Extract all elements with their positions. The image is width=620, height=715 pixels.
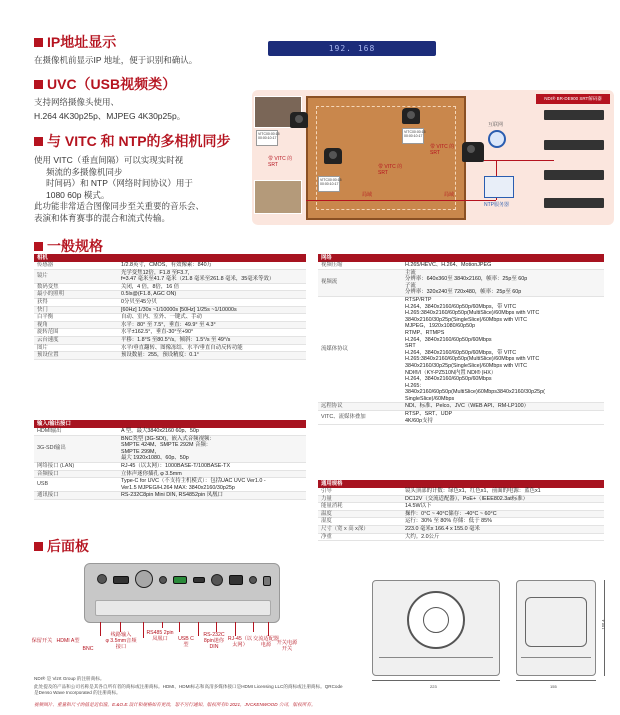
rear-label-hdmi: HDMI A型 — [56, 638, 80, 644]
footer-trademarks: 此处提及的产品和公司名称是其各自所有者的商标或注册商标。HDMI、HDMI标志和高清多媒体接口是HDMI Licensing LLC的商标或注册商标。QRCode是Denso Wave Incorporated 的注册商标。 — [34, 684, 343, 695]
spec-key: 旋转范围 — [34, 329, 118, 337]
table-row — [318, 262, 604, 269]
table-row — [318, 503, 604, 511]
rear-label-ac-adapter: 交流适配器电源 — [253, 636, 279, 648]
table-row — [318, 411, 604, 425]
spec-key: 净重 — [318, 533, 402, 541]
section-marker-icon — [34, 542, 43, 551]
rear-label-usb: USB C型 — [178, 636, 194, 648]
table-header — [34, 254, 306, 262]
spec-key: 视频压缩 — [318, 262, 402, 269]
spec-value: BNC类型 (3G-SDI)，嵌入式音频视频： SMPTE 424M、SMPTE 292M 音频： SMPTE 299M， 最大 1920x1080、60p、50p — [118, 435, 306, 462]
rear-panel-illustration — [84, 563, 280, 623]
side-body-drawing — [525, 597, 587, 647]
timecode-box: VITC00:00:15 00:00:10:17 — [402, 128, 424, 144]
table-row — [318, 525, 604, 533]
internet-label: 互联网 — [488, 122, 504, 128]
rear-section-title — [34, 538, 89, 554]
footer-trademark-ndi: NDI® 是 Vizrt Group 的注册商标。 — [34, 676, 105, 681]
spec-value: [60Hz] 1/30s ~1/10000s [50Hz] 1/25s ~1/10000s — [118, 306, 306, 314]
table-header — [318, 254, 604, 262]
ntp-server-icon — [484, 176, 514, 198]
table-row — [34, 262, 306, 269]
spec-value: A 型，最大3840x2160 60p、50p — [118, 428, 306, 435]
spec-key: 白平衡 — [34, 314, 118, 322]
rj45-port — [229, 575, 243, 585]
rear-label-rj45: RJ-45（以太网） — [227, 636, 253, 648]
spec-key: 远程协议 — [318, 403, 402, 411]
sync-diagram — [252, 90, 614, 225]
sync-title-text: 与 VITC 和 NTP的多相机同步 — [47, 133, 231, 149]
spec-value: RJ-45（以太网）：1000BASE-T/100BASE-TX — [118, 462, 306, 470]
rear-title-text: 后面板 — [47, 538, 89, 554]
ptz-camera-icon — [462, 142, 484, 162]
ptz-camera-icon — [324, 148, 342, 164]
front-view-drawing — [372, 580, 500, 676]
spec-key: VITC、流媒体叠加 — [318, 411, 402, 425]
table-row — [34, 321, 306, 329]
spec-value: 立体声迷你插孔 φ 3.5mm — [118, 470, 306, 478]
spec-value: 运行：30% 至 80% 存储：低于 85% — [402, 518, 604, 526]
spec-value: RS-232C8pin Mini DIN, RS4852pin 凤凰口 — [118, 492, 306, 500]
spec-key: 音频接口 — [34, 470, 118, 478]
decoder-unit — [544, 140, 604, 150]
spec-value: 平移：1.8°S 至80.5°/s，倾斜：1.5°/s 至 49°/s — [118, 336, 306, 344]
spec-key: 镜片 — [34, 269, 118, 283]
ip-section-title — [34, 34, 116, 50]
spec-key: 能量消耗 — [318, 503, 402, 511]
sync-line: 表演和体育赛事的混合和流式传输。 — [34, 212, 171, 223]
rear-vent — [95, 600, 271, 616]
network-spec-table — [318, 254, 604, 425]
io-spec-table — [34, 420, 306, 500]
rear-label-reserve-switch: 保留开关 — [31, 638, 53, 644]
table-header-cell: 相机 — [34, 254, 306, 262]
dimension-line — [516, 680, 596, 681]
table-row — [318, 403, 604, 411]
spec-value: 223.0 毫米x 166.4 x 155.0 毫米 — [402, 525, 604, 533]
spec-value: 0.5lx@(F1.8, AGC ON) — [118, 291, 306, 299]
table-row — [318, 510, 604, 518]
ip-title-text: IP地址显示 — [47, 34, 117, 50]
connection-line — [484, 160, 554, 161]
sync-line: 使用 VITC（垂直间隔）可以实现实时视 — [34, 155, 184, 165]
table-header-cell: 通用规格 — [318, 480, 604, 488]
spec-key: 尺寸（宽 x 高 x深） — [318, 525, 402, 533]
footer-disclaimer-text: 视频图片、重量和尺寸的值是近似值。E.&O.E.设计和规格如有更改，恕不另行通知。版权所有© 2021，JVCKENWOOD 公司，版权所有。 — [34, 702, 316, 707]
ntp-server-label: NTP服务器 — [484, 202, 510, 208]
spec-value: 0分贝至45分贝 — [118, 298, 306, 306]
base-drawing — [379, 657, 493, 671]
spec-title-text: 一般规格 — [47, 238, 103, 254]
callout-line — [143, 622, 144, 638]
table-row — [34, 306, 306, 314]
uvc-line-1: 支持网络摄像头使用、 — [34, 97, 120, 107]
spec-key: 快门 — [34, 306, 118, 314]
section-marker-icon — [34, 242, 43, 251]
connection-line — [306, 200, 496, 201]
ptz-camera-icon — [290, 112, 308, 128]
sync-line: 频流的多摄像机同步 — [46, 166, 123, 177]
spec-key: 视角 — [34, 321, 118, 329]
spec-key: 最小的照明 — [34, 291, 118, 299]
footer-disclaimer — [34, 702, 364, 708]
rs485-port — [173, 576, 187, 584]
spec-key: 温度 — [318, 510, 402, 518]
spec-value: 光学变焦12倍，F1.8 至F3.7， f=3.47 毫米至41.7 毫米（21.8 毫米至261.8 毫米，35毫米等效） — [118, 269, 306, 283]
spec-key: 流媒体协议 — [318, 296, 402, 403]
rear-label-bnc: BNC — [82, 646, 94, 652]
spec-value: 水平/垂直翻转、图像冻结、水平/垂直自动反转功能 — [118, 344, 306, 352]
spec-key: 湿度 — [318, 518, 402, 526]
table-header — [34, 420, 306, 428]
side-view-drawing — [516, 580, 596, 676]
spec-value: 预设数量：255，预设精度：0.1° — [118, 352, 306, 360]
side-depth-dimension: 155 — [550, 684, 557, 689]
sync-line: 此功能非常适合图像同步至关重要的音乐会、 — [34, 201, 205, 211]
vitc-srt-label: 带 VITC 的 SRT — [430, 144, 455, 156]
callout-line — [179, 622, 180, 632]
vitc-srt-label: 带 VITC 的 SRT — [268, 156, 293, 168]
spec-key: 通讯接口 — [34, 492, 118, 500]
uvc-title-text: UVC（USB视频类） — [47, 76, 177, 92]
table-row — [34, 314, 306, 322]
table-row — [34, 336, 306, 344]
lan-label: 局域 — [444, 192, 455, 198]
spec-key: 视频流 — [318, 269, 402, 296]
table-row — [34, 291, 306, 299]
table-row — [318, 495, 604, 503]
rack-subtitle-text: BR-DE900 SRT解码器 — [556, 96, 602, 101]
callout-line — [268, 622, 269, 636]
internet-globe-icon — [488, 130, 506, 148]
lan-label: 局域 — [362, 192, 373, 198]
spec-value: 水平：80° 至 7.5°，垂直：49.9° 至 4.3° — [118, 321, 306, 329]
table-row — [34, 435, 306, 462]
lens-inner-drawing — [423, 607, 449, 633]
spec-value: 关闭，4 倍，8倍，16 倍 — [118, 283, 306, 291]
spec-value: H.265/HEVC、H.264、MotionJPEG — [402, 262, 604, 269]
table-row — [34, 462, 306, 470]
callout-line — [216, 622, 217, 632]
section-marker-icon — [34, 80, 43, 89]
table-row — [318, 533, 604, 541]
spec-key: USB — [34, 478, 118, 492]
spec-key: 预设位置 — [34, 352, 118, 360]
table-row — [34, 352, 306, 360]
spec-value: 1/2.8英寸，CMOS，有效像素：840万 — [118, 262, 306, 269]
front-width-dimension: 223 — [430, 684, 437, 689]
table-row — [318, 518, 604, 526]
spec-key: 图片 — [34, 344, 118, 352]
spec-value: RTSP、SRT、UDP 4K/60p支持 — [402, 411, 604, 425]
sync-section-title — [34, 133, 231, 149]
table-header-cell: 网络 — [318, 254, 604, 262]
callout-line — [120, 622, 121, 632]
callout-line — [162, 622, 163, 628]
sync-description — [34, 155, 249, 224]
ip-address-badge: 192. 168 — [268, 41, 436, 56]
reserve-switch — [97, 574, 107, 584]
table-row — [34, 492, 306, 500]
rear-label-power-switch: 开关电源开关 — [276, 640, 298, 652]
spec-key: 网络接口 (LAN) — [34, 462, 118, 470]
spec-value: NDI、标准、Pelco、JVC（WEB API、RM-LP100） — [402, 403, 604, 411]
spec-key: 力量 — [318, 495, 402, 503]
timecode-box: VITC00:00:15 00:00:10:17 — [256, 130, 278, 146]
vitc-srt-label: 带 VITC 的 SRT — [378, 164, 403, 176]
audience-photo — [254, 180, 302, 214]
dc-power-port — [249, 576, 257, 584]
table-row — [34, 478, 306, 492]
table-header-cell: 输入/输出接口 — [34, 420, 306, 428]
spec-key: 3G-SDI输出 — [34, 435, 118, 462]
table-row — [34, 470, 306, 478]
spec-key: 引导 — [318, 488, 402, 495]
spec-key: 数码变焦 — [34, 283, 118, 291]
ip-description: 在摄像机前显示IP 地址，便于识别和确认。 — [34, 55, 198, 65]
sync-line: 1080 60p 模式。 — [46, 189, 110, 200]
spec-key: 传感器 — [34, 262, 118, 269]
decoder-unit — [544, 170, 604, 180]
decoder-unit — [544, 110, 604, 120]
side-base-drawing — [521, 657, 591, 671]
spec-value: 操作：0°C ~ 40°C储存：-40°C ~ 60°C — [402, 510, 604, 518]
table-header — [318, 480, 604, 488]
uvc-line-2: H.264 4K30p25p、MJPEG 4K30p25p。 — [34, 111, 186, 121]
sync-line: 时间码）和 NTP（网络时间协议）用于 — [46, 178, 193, 188]
spec-value: RTSP/RTP H.264、3840x2160/60p50p/60Mbps，带 VITC H.265:3840x2160/60p50p(MultiSlice)/60Mbps with VITC 3840x2160/30p25p(SingleSlice)/60Mbps with VITC MJPEG，1920x1080/60p50p RTMP、RTMPS H.264，3840x2160/60p50p/60Mbps SRT H.264，3840x2160/60p50p/60Mbps，带 VITC H.265:3840x2160/60p50p(MultiSlice)/60Mbps with VITC 3840x2160/30p25p(SingleSlice)/60Mbps with VITC NDI®/I（KY-PZ510N内置 NDI® |HX） H.264，3840x2160/60p50p/60Mbps H.265： 3840x2160/60p50p(MultiSlice)60Mbps3840x2160/30p25p( SingleSlice)/60Mbps — [402, 296, 604, 403]
spec-value: 自动、室内、室外、一键式、手动 — [118, 314, 306, 322]
table-row — [318, 269, 604, 296]
spec-value: 大约。2.0公斤 — [402, 533, 604, 541]
spec-value: Type-C for UVC（不支持主机模式）：包括UAC UVC Ver1.0 - Ver1.5 MJPEG/H.264 MAX: 3840x2160/30p25p — [118, 478, 306, 492]
spec-value: 主流 分辨率：640x360至 3840x2160，帧率：25p至 60p 子流 分辨率：320x240至 720x480，帧率：25p至 60p — [402, 269, 604, 296]
callout-line — [198, 622, 199, 636]
table-row — [34, 283, 306, 291]
rear-label-rs232c: RS-232C 8pin迷你 DIN — [203, 632, 225, 650]
spec-value: 14.5W以下 — [402, 503, 604, 511]
timecode-box: VITC00:00:15 00:00:10:17 — [318, 176, 340, 192]
callout-line — [253, 622, 254, 632]
uvc-section-title — [34, 76, 176, 92]
height-dimension: 166.4 — [600, 619, 606, 630]
callout-line — [235, 622, 236, 636]
rear-label-line-in: 线路输入 φ 3.5mm音频接口 — [105, 632, 137, 650]
decoder-rack-title — [536, 94, 610, 104]
power-switch — [263, 576, 271, 586]
rear-label-rs485: RS485 2pin凤凰口 — [146, 630, 174, 642]
spec-key: HDMI输出 — [34, 428, 118, 435]
spec-value: 镜头顶部的计数：绿色x1，红色x1，前面的电源：蓝色x1 — [402, 488, 604, 495]
decoder-unit — [544, 198, 604, 208]
table-row — [34, 329, 306, 337]
rs232c-port — [211, 574, 223, 586]
usb-c-port — [193, 577, 205, 583]
hdmi-port — [113, 576, 129, 584]
callout-line — [100, 622, 101, 636]
table-row — [318, 296, 604, 403]
table-row — [34, 298, 306, 306]
spec-value: 水平±162.5°，垂直-30°至+90° — [118, 329, 306, 337]
section-marker-icon — [34, 137, 43, 146]
table-row — [34, 269, 306, 283]
ptz-camera-icon — [402, 108, 420, 124]
section-marker-icon — [34, 38, 43, 47]
spec-key: 获得 — [34, 298, 118, 306]
table-row — [34, 428, 306, 435]
spec-section-title — [34, 238, 103, 254]
spec-key: 云台速度 — [34, 336, 118, 344]
camera-spec-table — [34, 254, 306, 360]
general-spec-table — [318, 480, 604, 541]
dimension-line — [372, 680, 500, 681]
line-in-jack — [159, 576, 167, 584]
table-row — [34, 344, 306, 352]
bnc-port — [135, 570, 153, 588]
rack-title-text: NDI® — [544, 96, 556, 101]
table-row — [318, 488, 604, 495]
spec-value: DC12V（交流适配器），PoE+（IEEE802.3at标准） — [402, 495, 604, 503]
